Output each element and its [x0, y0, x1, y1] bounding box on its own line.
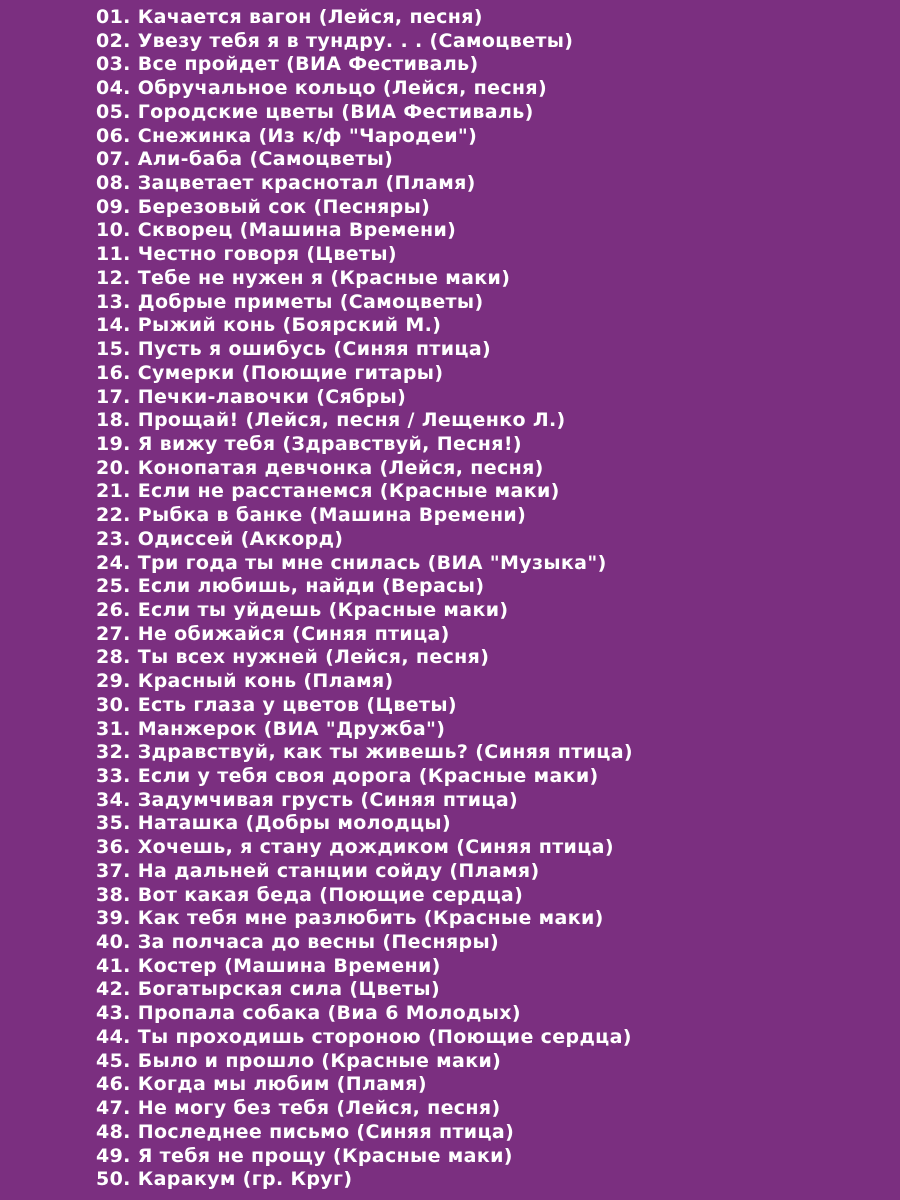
track-title: Пропала собака (Виа 6 Молодых) — [137, 1002, 521, 1025]
track-title: Три года ты мне снилась (ВИА "Музыка") — [137, 551, 607, 574]
track-number: 49. — [96, 1144, 131, 1167]
track-number: 14. — [96, 314, 131, 337]
track-item — [96, 670, 633, 694]
track-number: 41. — [96, 954, 131, 977]
track-item — [96, 77, 633, 101]
track-item — [96, 101, 633, 125]
track-title: Увезу тебя я в тундру. . . (Самоцветы) — [137, 29, 574, 52]
track-number: 24. — [96, 551, 131, 574]
track-number: 15. — [96, 338, 131, 361]
track-item — [96, 172, 633, 196]
track-number: 36. — [96, 836, 131, 859]
track-number: 32. — [96, 741, 131, 764]
track-number: 13. — [96, 290, 131, 313]
track-title: Обручальное кольцо (Лейся, песня) — [137, 77, 547, 100]
track-title: Скворец (Машина Времени) — [137, 219, 457, 242]
track-item — [96, 836, 633, 860]
track-number: 01. — [96, 6, 131, 28]
track-item — [96, 860, 633, 884]
track-item — [96, 931, 633, 955]
track-title: Богатырская сила (Цветы) — [137, 978, 440, 1001]
track-number: 34. — [96, 788, 131, 811]
track-title: Добрые приметы (Самоцветы) — [137, 290, 484, 313]
track-number: 06. — [96, 124, 131, 147]
track-item — [96, 1002, 633, 1026]
track-number: 04. — [96, 77, 131, 100]
track-number: 37. — [96, 859, 131, 882]
track-title: Есть глаза у цветов (Цветы) — [137, 693, 457, 716]
track-item — [96, 243, 633, 267]
track-title: Если любишь, найди (Верасы) — [137, 575, 485, 598]
track-title: Али-баба (Самоцветы) — [137, 148, 394, 171]
track-number: 16. — [96, 361, 131, 384]
track-title: Если не расстанемся (Красные маки) — [137, 480, 560, 503]
track-title: Печки-лавочки (Сябры) — [137, 385, 407, 408]
track-number: 11. — [96, 243, 131, 266]
track-number: 33. — [96, 765, 131, 787]
track-number: 25. — [96, 575, 131, 598]
track-item — [96, 409, 633, 433]
track-item — [96, 955, 633, 979]
track-title: Все пройдет (ВИА Фестиваль) — [137, 53, 479, 76]
track-title: Снежинка (Из к/ф "Чародеи") — [137, 124, 478, 147]
track-item — [96, 314, 633, 338]
track-item — [96, 978, 633, 1002]
track-title: Здравствуй, как ты живешь? (Синяя птица) — [137, 741, 633, 764]
track-title: За полчаса до весны (Песняры) — [137, 931, 500, 954]
track-item — [96, 741, 633, 765]
track-item — [96, 1168, 633, 1192]
track-title: Зацветает краснотал (Пламя) — [137, 172, 476, 195]
track-title: Костер (Машина Времени) — [137, 954, 441, 977]
track-number: 18. — [96, 409, 131, 432]
track-item — [96, 646, 633, 670]
tracklist — [96, 6, 633, 1192]
track-title: Конопатая девчонка (Лейся, песня) — [137, 456, 544, 479]
track-item — [96, 125, 633, 149]
track-item — [96, 694, 633, 718]
track-number: 22. — [96, 504, 131, 527]
track-title: Честно говоря (Цветы) — [137, 243, 397, 266]
track-item — [96, 338, 633, 362]
track-item — [96, 812, 633, 836]
track-item — [96, 1145, 633, 1169]
track-number: 03. — [96, 53, 131, 76]
track-item — [96, 1050, 633, 1074]
track-title: Городские цветы (ВИА Фестиваль) — [137, 100, 534, 123]
track-number: 26. — [96, 598, 131, 621]
track-item — [96, 291, 633, 315]
track-title: Сумерки (Поющие гитары) — [137, 361, 444, 384]
track-item — [96, 528, 633, 552]
track-item — [96, 623, 633, 647]
track-item — [96, 362, 633, 386]
track-number: 27. — [96, 622, 131, 645]
track-title: Тебе не нужен я (Красные маки) — [137, 266, 511, 289]
track-item — [96, 433, 633, 457]
track-number: 45. — [96, 1049, 131, 1072]
track-title: Березовый сок (Песняры) — [137, 195, 431, 218]
track-number: 19. — [96, 432, 131, 455]
track-title: Ты проходишь стороною (Поющие сердца) — [137, 1025, 632, 1048]
track-item — [96, 1073, 633, 1097]
track-item — [96, 1097, 633, 1121]
track-title: Одиссей (Аккорд) — [137, 527, 344, 550]
track-number: 44. — [96, 1025, 131, 1048]
track-title: Как тебя мне разлюбить (Красные маки) — [137, 907, 604, 930]
track-item — [96, 552, 633, 576]
track-number: 08. — [96, 172, 131, 195]
track-title: Манжерок (ВИА "Дружба") — [137, 717, 446, 740]
track-number: 09. — [96, 195, 131, 218]
track-number: 31. — [96, 717, 131, 740]
track-title: Я вижу тебя (Здравствуй, Песня!) — [137, 432, 522, 455]
track-number: 28. — [96, 646, 131, 669]
track-item — [96, 718, 633, 742]
track-number: 05. — [96, 100, 131, 123]
track-number: 12. — [96, 266, 131, 289]
track-title: Было и прошло (Красные маки) — [137, 1049, 502, 1072]
track-number: 30. — [96, 693, 131, 716]
track-title: Не могу без тебя (Лейся, песня) — [137, 1097, 501, 1120]
track-item — [96, 457, 633, 481]
track-title: На дальней станции сойду (Пламя) — [137, 859, 540, 882]
track-title: Если у тебя своя дорога (Красные маки) — [137, 765, 599, 787]
track-item — [96, 765, 633, 789]
track-number: 48. — [96, 1120, 131, 1143]
track-title: Я тебя не прощу (Красные маки) — [137, 1144, 513, 1167]
track-item — [96, 6, 633, 30]
track-item — [96, 1026, 633, 1050]
track-item — [96, 480, 633, 504]
track-item — [96, 1121, 633, 1145]
track-item — [96, 386, 633, 410]
track-number: 17. — [96, 385, 131, 408]
track-title: Пусть я ошибусь (Синяя птица) — [137, 338, 492, 361]
track-item — [96, 53, 633, 77]
track-title: Красный конь (Пламя) — [137, 670, 394, 693]
track-title: Не обижайся (Синяя птица) — [137, 622, 450, 645]
track-number: 39. — [96, 907, 131, 930]
track-title: Ты всех нужней (Лейся, песня) — [137, 646, 490, 669]
track-number: 43. — [96, 1002, 131, 1025]
track-number: 02. — [96, 29, 131, 52]
track-title: Когда мы любим (Пламя) — [137, 1073, 427, 1096]
track-number: 46. — [96, 1073, 131, 1096]
track-item — [96, 599, 633, 623]
track-item — [96, 789, 633, 813]
track-title: Последнее письмо (Синяя птица) — [137, 1120, 515, 1143]
track-item — [96, 267, 633, 291]
track-number: 47. — [96, 1097, 131, 1120]
track-title: Хочешь, я стану дождиком (Синяя птица) — [137, 836, 614, 859]
track-item — [96, 148, 633, 172]
track-title: Качается вагон (Лейся, песня) — [137, 6, 483, 28]
track-number: 29. — [96, 670, 131, 693]
track-number: 10. — [96, 219, 131, 242]
track-title: Рыбка в банке (Машина Времени) — [137, 504, 527, 527]
track-number: 35. — [96, 812, 131, 835]
track-item — [96, 907, 633, 931]
track-item — [96, 219, 633, 243]
track-title: Каракум (гр. Круг) — [137, 1168, 353, 1191]
track-number: 21. — [96, 480, 131, 503]
track-item — [96, 30, 633, 54]
track-number: 20. — [96, 456, 131, 479]
track-title: Рыжий конь (Боярский М.) — [137, 314, 442, 337]
track-title: Если ты уйдешь (Красные маки) — [137, 598, 509, 621]
track-number: 42. — [96, 978, 131, 1001]
track-number: 38. — [96, 883, 131, 906]
track-number: 50. — [96, 1168, 131, 1191]
track-item — [96, 575, 633, 599]
track-item — [96, 504, 633, 528]
track-title: Задумчивая грусть (Синяя птица) — [137, 788, 519, 811]
track-title: Вот какая беда (Поющие сердца) — [137, 883, 524, 906]
track-number: 40. — [96, 931, 131, 954]
track-number: 07. — [96, 148, 131, 171]
track-number: 23. — [96, 527, 131, 550]
track-item — [96, 196, 633, 220]
track-title: Прощай! (Лейся, песня / Лещенко Л.) — [137, 409, 566, 432]
track-item — [96, 884, 633, 908]
track-title: Наташка (Добры молодцы) — [137, 812, 451, 835]
